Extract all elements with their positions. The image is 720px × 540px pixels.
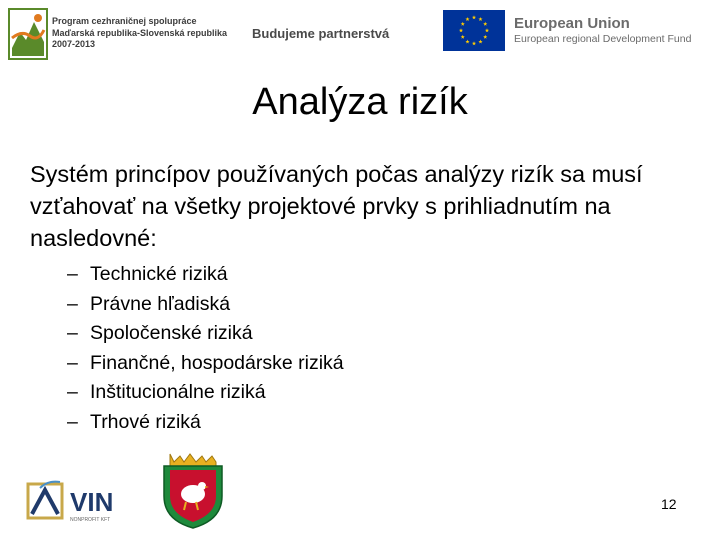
- list-item-text: Spoločenské riziká: [90, 322, 253, 344]
- eu-subtitle: European regional Development Fund: [514, 33, 692, 45]
- bullet-marker: –: [67, 263, 78, 285]
- list-item: [67, 260, 344, 290]
- eu-flag-icon: [443, 10, 505, 51]
- list-item: [67, 408, 344, 438]
- list-item: [67, 319, 344, 349]
- list-item-text: Trhové riziká: [90, 410, 201, 433]
- risk-list: [67, 260, 344, 437]
- list-item-text: Technické riziká: [90, 263, 228, 285]
- program-line: 2007-2013: [52, 39, 96, 49]
- slide-title: Analýza rizík: [252, 81, 468, 123]
- vin-logo-subtext: NONPROFIT KFT: [70, 517, 111, 523]
- bullet-marker: –: [67, 410, 78, 433]
- bullet-marker: –: [67, 381, 78, 403]
- eu-title: European Union: [514, 15, 630, 32]
- list-item: [67, 349, 344, 379]
- bullet-marker: –: [67, 322, 78, 344]
- program-line: Program cezhraničnej spolupráce: [52, 16, 197, 26]
- program-line: Maďarská republika-Slovenská republika: [52, 27, 228, 38]
- vin-logo-text: VIN: [70, 487, 114, 517]
- coat-of-arms-icon: [158, 450, 228, 530]
- page-number: 12: [661, 496, 677, 512]
- list-item: [67, 378, 344, 408]
- bullet-marker: –: [67, 351, 78, 374]
- program-logo-icon: [8, 8, 48, 60]
- intro-paragraph: Systém princípov používaných počas analýzy rizík sa musí vzťahovať na všetky projektové prvky s prihliadnutím na nasledovné:: [30, 161, 643, 251]
- list-item-text: Právne hľadiská: [90, 292, 231, 315]
- program-name: [52, 16, 252, 51]
- slogan: Budujeme partnerstvá: [252, 26, 390, 41]
- list-item: [67, 290, 344, 320]
- list-item-text: Finančné, hospodárske riziká: [90, 351, 344, 374]
- bullet-marker: –: [67, 292, 78, 315]
- list-item-text: Inštitucionálne riziká: [90, 381, 266, 403]
- vin-logo-icon: [26, 478, 146, 524]
